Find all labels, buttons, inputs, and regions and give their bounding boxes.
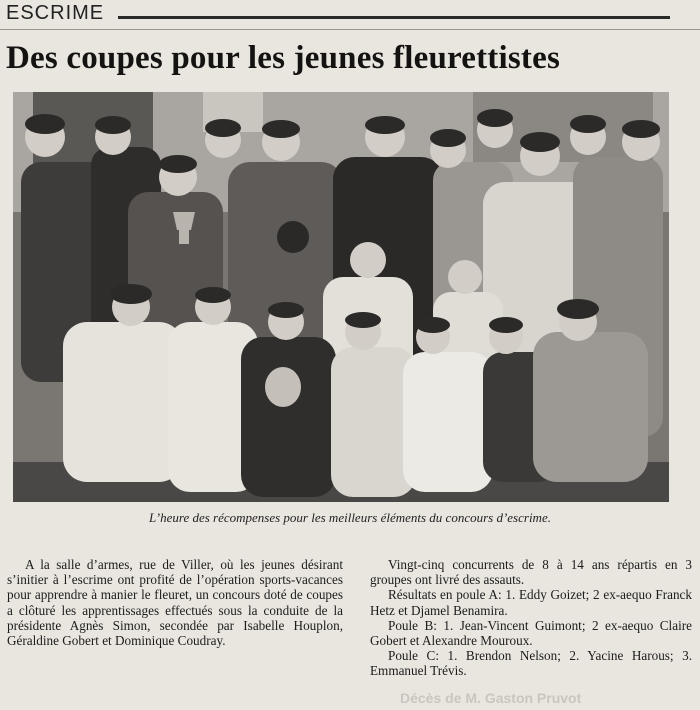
results-pool-b: Poule B: 1. Jean-Vincent Guimont; 2 ex-aequo Claire Gobert et Alexandre Mouroux. [370, 617, 692, 649]
article-body-paragraph: A la salle d’armes, rue de Viller, où les jeunes désirant s’initier à l’escrime ont profité de l’opération sports-vacances pour apprendre à manier le fleuret, un concours doté de coupes a clôturé les apprentissages effectués sous la conduite de la présidente Agnès Simon, secondée par Isabelle Houplon, Géraldine Gobert et Dominique Coudray. [7, 557, 343, 649]
bleed-through-text: Décès de M. Gaston Pruvot [400, 690, 582, 706]
results-pool-a: Résultats en poule A: 1. Eddy Goizet; 2 ex-aequo Franck Hetz et Djamel Benamira. [370, 587, 692, 618]
top-rule [0, 29, 700, 30]
section-label: ESCRIME [6, 2, 105, 24]
results-pool-c: Poule C: 1. Brendon Nelson; 2. Yacine Harous; 3. Emmanuel Trévis. [370, 648, 692, 679]
article-headline: Des coupes pour les jeunes fleurettistes [6, 40, 560, 76]
article-right-column [370, 557, 692, 679]
group-photo [13, 92, 669, 502]
article-left-column [7, 557, 343, 648]
section-rule [118, 16, 670, 19]
photo-caption: L’heure des récompenses pour les meilleurs éléments du concours d’escrime. [149, 510, 551, 525]
competitors-paragraph: Vingt-cinq concurrents de 8 à 14 ans répartis en 3 groupes ont livré des assauts. [370, 557, 692, 588]
group-photo-illustration [13, 92, 669, 502]
